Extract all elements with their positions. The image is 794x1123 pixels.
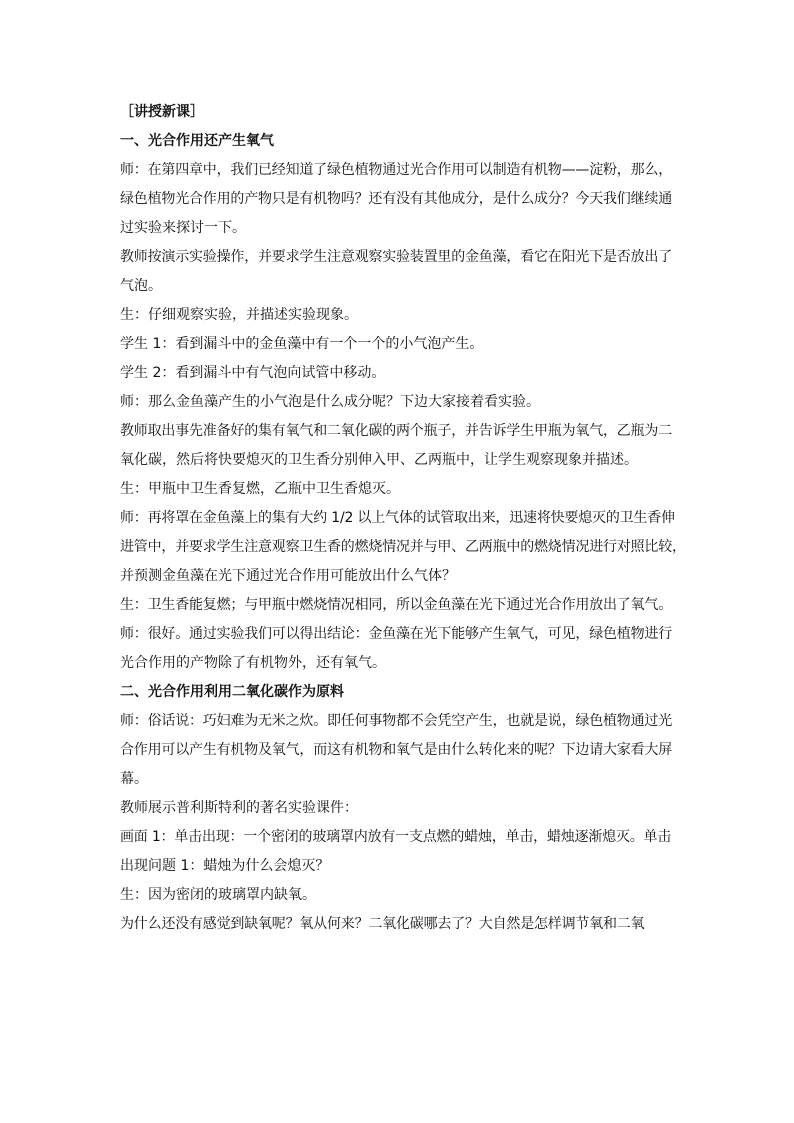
section-header-new-lesson: ［讲授新课］ xyxy=(120,104,204,120)
paragraph-line: 师：俗话说：巧妇难为无米之炊。即任何事物都不会凭空产生，也就是说，绿色植物通过光 xyxy=(120,713,672,729)
paragraph-line: 师：在第四章中，我们已经知道了绿色植物通过光合作用可以制造有机物——淀粉，那么， xyxy=(120,162,672,178)
section-heading-carbon-dioxide: 二、光合作用利用二氧化碳作为原料 xyxy=(120,684,344,700)
paragraph-line: 画面 1：单击出现：一个密闭的玻璃罩内放有一支点燃的蜡烛，单击，蜡烛逐渐熄灭。单击 xyxy=(120,829,672,845)
paragraph-line: 出现问题 1：蜡烛为什么会熄灭？ xyxy=(120,858,330,874)
paragraph-line: 过实验来探讨一下。 xyxy=(120,220,246,236)
paragraph-line: 生：甲瓶中卫生香复燃，乙瓶中卫生香熄灭。 xyxy=(120,481,400,497)
document-body xyxy=(120,98,686,939)
paragraph-line: 教师取出事先准备好的集有氧气和二氧化碳的两个瓶子，并告诉学生甲瓶为氧气，乙瓶为二 xyxy=(120,423,672,439)
paragraph-line: 师：那么金鱼藻产生的小气泡是什么成分呢？下边大家接着看实验。 xyxy=(120,394,540,410)
paragraph-line: 生：因为密闭的玻璃罩内缺氧。 xyxy=(120,887,316,903)
paragraph-line: 光合作用的产物除了有机物外，还有氧气。 xyxy=(120,655,386,671)
paragraph-line: 师：很好。通过实验我们可以得出结论：金鱼藻在光下能够产生氧气，可见，绿色植物进行 xyxy=(120,626,672,642)
paragraph-line: 师：再将罩在金鱼藻上的集有大约 1/2 以上气体的试管取出来，迅速将快要熄灭的卫生香伸 xyxy=(120,510,675,526)
paragraph-line: 并预测金鱼藻在光下通过光合作用可能放出什么气体？ xyxy=(120,568,456,584)
paragraph-line: 进管中，并要求学生注意观察卫生香的燃烧情况并与甲、乙两瓶中的燃烧情况进行对照比较， xyxy=(120,539,686,555)
paragraph-line: 教师展示普利斯特利的著名实验课件： xyxy=(120,800,358,816)
paragraph-line: 氧化碳，然后将快要熄灭的卫生香分别伸入甲、乙两瓶中，让学生观察现象并描述。 xyxy=(120,452,638,468)
paragraph-line: 生：卫生香能复燃；与甲瓶中燃烧情况相同，所以金鱼藻在光下通过光合作用放出了氧气。 xyxy=(120,597,672,613)
section-heading-oxygen: 一、光合作用还产生氧气 xyxy=(120,133,274,149)
paragraph-line: 幕。 xyxy=(120,771,148,787)
paragraph-line: 学生 2：看到漏斗中有气泡向试管中移动。 xyxy=(120,365,386,381)
paragraph-line: 生：仔细观察实验，并描述实验现象。 xyxy=(120,307,358,323)
paragraph-line: 为什么还没有感觉到缺氧呢？氧从何来？二氧化碳哪去了？大自然是怎样调节氧和二氧 xyxy=(120,916,645,932)
paragraph-line: 教师按演示实验操作，并要求学生注意观察实验装置里的金鱼藻，看它在阳光下是否放出了 xyxy=(120,249,672,265)
paragraph-line: 学生 1：看到漏斗中的金鱼藻中有一个一个的小气泡产生。 xyxy=(120,336,484,352)
paragraph-line: 气泡。 xyxy=(120,278,162,294)
paragraph-line: 绿色植物光合作用的产物只是有机物吗？还有没有其他成分，是什么成分？今天我们继续通 xyxy=(120,191,672,207)
paragraph-line: 合作用可以产生有机物及氧气，而这有机物和氧气是由什么转化来的呢？下边请大家看大屏 xyxy=(120,742,672,758)
